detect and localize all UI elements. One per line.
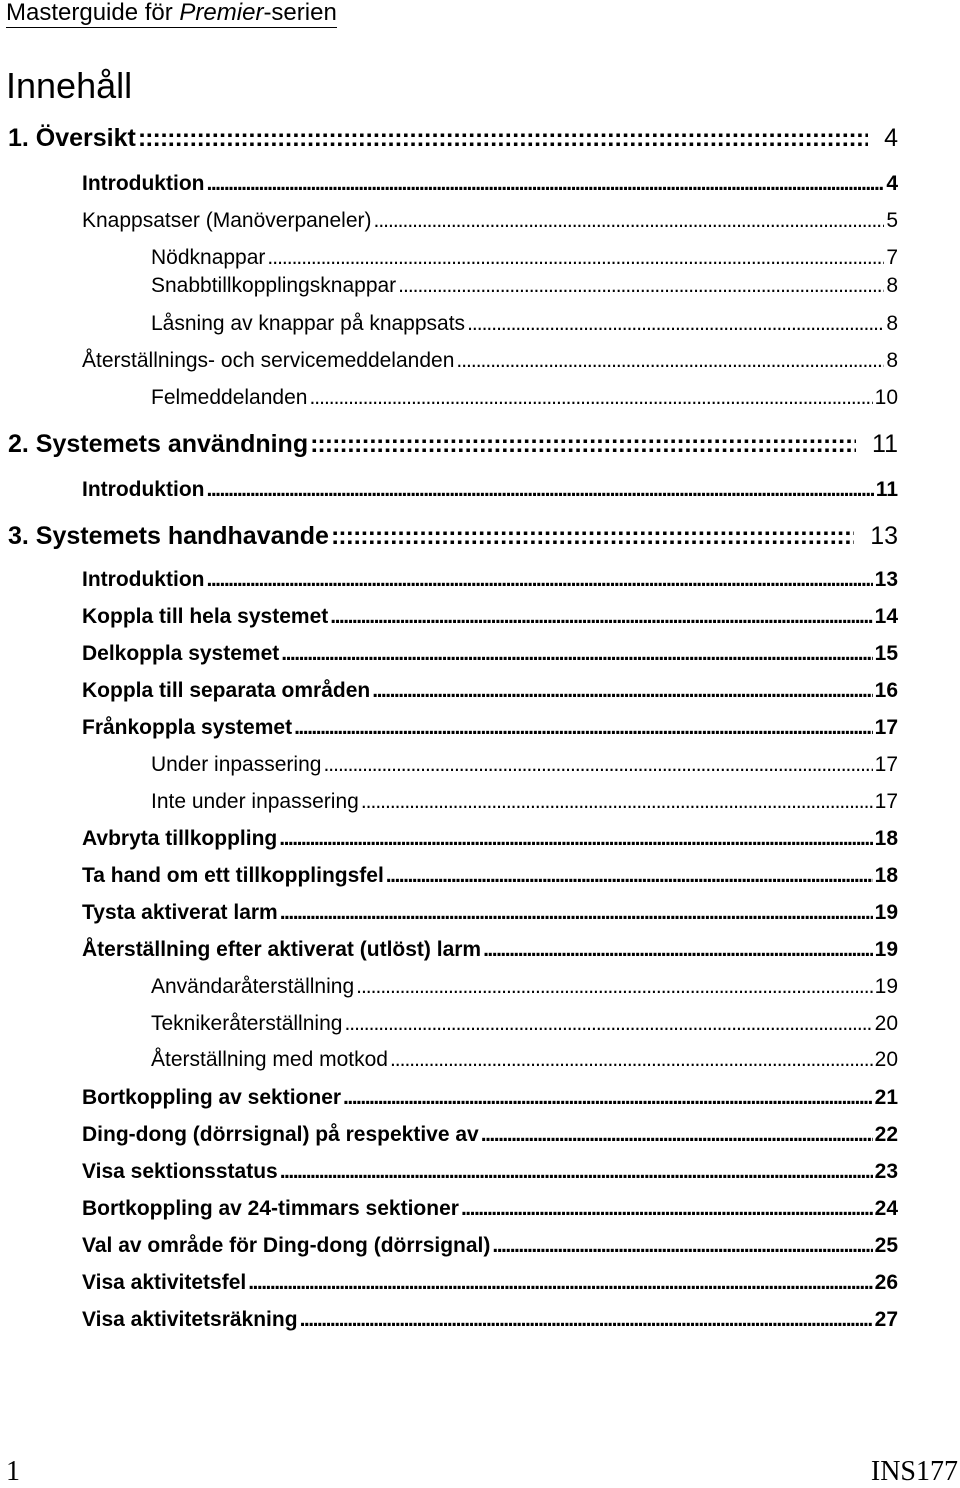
header-suffix: -serien <box>263 0 337 26</box>
toc-leader-dots <box>323 753 872 777</box>
toc-entry[interactable] <box>82 1197 898 1221</box>
toc-entry-label: Ta hand om ett tillkopplingsfel <box>82 864 384 887</box>
toc-entry-label: Återställnings- och servicemeddelanden <box>82 349 455 372</box>
toc-leader-dots <box>481 1123 873 1147</box>
toc-entry[interactable] <box>82 1308 898 1332</box>
toc-page-number: 19 <box>874 901 898 924</box>
toc-page-number: 8 <box>886 349 898 372</box>
toc-entry-label: Introduktion <box>82 478 205 501</box>
toc-entry-label: Låsning av knappar på knappsats <box>151 312 466 335</box>
toc-page-number: 23 <box>874 1160 898 1183</box>
toc-subentry[interactable] <box>151 386 898 410</box>
toc-leader-dots <box>281 642 872 666</box>
toc-page-number: 5 <box>886 209 898 232</box>
toc-leader-dots <box>467 312 884 336</box>
toc-entry[interactable] <box>82 1123 898 1147</box>
toc-entry[interactable] <box>82 938 898 962</box>
footer-page-number: 1 <box>6 1456 20 1487</box>
toc-entry-label: Visa aktivitetsfel <box>82 1271 247 1294</box>
toc-entry[interactable] <box>82 478 898 502</box>
toc-leader-dots <box>300 1308 873 1332</box>
toc-leader-dots <box>343 1086 873 1110</box>
toc-entry[interactable] <box>82 1086 898 1110</box>
toc-page-number: 19 <box>874 938 898 961</box>
toc-leader-dots <box>294 716 873 740</box>
toc-page-number: 11 <box>872 430 898 458</box>
toc-entry[interactable] <box>82 679 898 703</box>
toc-leader-dots <box>280 1160 873 1184</box>
toc-subentry[interactable] <box>151 312 898 336</box>
toc-subentry[interactable] <box>151 1048 898 1072</box>
toc-leader-dots <box>374 209 885 233</box>
toc-entry-label: Koppla till separata områden <box>82 679 371 702</box>
toc-entry[interactable] <box>82 642 898 666</box>
toc-page-number: 8 <box>886 274 898 297</box>
toc-entry-label: Inte under inpassering <box>151 790 359 813</box>
toc-entry-label: Knappsatser (Manöverpaneler) <box>82 209 372 232</box>
toc-entry-label: Under inpassering <box>151 753 322 776</box>
header-prefix: Masterguide för <box>6 0 180 26</box>
toc-entry-label: Val av område för Ding-dong (dörrsignal) <box>82 1234 491 1257</box>
toc-entry-label: Introduktion <box>82 172 205 195</box>
page-title: Innehåll <box>6 65 133 106</box>
toc-chapter-3[interactable] <box>8 522 898 551</box>
toc-leader-dots <box>267 246 884 270</box>
toc-subentry[interactable] <box>151 246 898 270</box>
toc-page-number: 17 <box>874 790 898 813</box>
toc-leader-dots <box>461 1197 873 1221</box>
toc-page-number: 24 <box>874 1197 898 1220</box>
toc-leader-dots <box>248 1271 872 1295</box>
toc-entry-label: Snabbtillkopplingsknappar <box>151 274 397 297</box>
toc-entry-label: 1. Översikt <box>8 124 136 152</box>
toc-leader-dots <box>279 827 872 851</box>
toc-page-number: 14 <box>874 605 898 628</box>
toc-entry-label: Avbryta tillkoppling <box>82 827 278 850</box>
toc-entry-label: Teknikeråterställning <box>151 1012 343 1035</box>
toc-entry-label: Felmeddelanden <box>151 386 308 409</box>
toc-entry[interactable] <box>82 901 898 925</box>
toc-page-number: 20 <box>874 1048 898 1071</box>
toc-leader-dots <box>331 522 854 551</box>
toc-entry-label: Bortkoppling av 24-timmars sektioner <box>82 1197 459 1220</box>
toc-subentry[interactable] <box>151 1012 898 1036</box>
toc-leader-dots <box>483 938 873 962</box>
toc-entry[interactable] <box>82 209 898 233</box>
toc-page-number: 17 <box>874 716 898 739</box>
toc-leader-dots <box>356 975 873 999</box>
toc-leader-dots <box>280 901 873 925</box>
toc-entry[interactable] <box>82 605 898 629</box>
toc-page-number: 4 <box>884 124 898 152</box>
toc-entry-label: 3. Systemets handhavande <box>8 522 329 550</box>
toc-leader-dots <box>310 430 856 459</box>
toc-leader-dots <box>372 679 872 703</box>
toc-page-number: 8 <box>886 312 898 335</box>
toc-entry-label: Bortkoppling av sektioner <box>82 1086 342 1109</box>
toc-entry-label: Visa sektionsstatus <box>82 1160 278 1183</box>
toc-entry-label: Visa aktivitetsräkning <box>82 1308 298 1331</box>
toc-page-number: 18 <box>874 864 898 887</box>
toc-subentry[interactable] <box>151 753 898 777</box>
toc-entry[interactable] <box>82 1160 898 1184</box>
toc-entry-label: Introduktion <box>82 568 205 591</box>
toc-leader-dots <box>390 1048 873 1072</box>
toc-entry[interactable] <box>82 864 898 888</box>
toc-leader-dots <box>206 172 884 196</box>
toc-page-number: 25 <box>874 1234 898 1257</box>
toc-entry-label: Delkoppla systemet <box>82 642 280 665</box>
toc-page-number: 13 <box>874 568 898 591</box>
toc-page-number: 19 <box>874 975 898 998</box>
toc-entry-label: Återställning efter aktiverat (utlöst) larm <box>82 938 482 961</box>
toc-leader-dots <box>330 605 872 629</box>
toc-entry-label: Koppla till hela systemet <box>82 605 329 628</box>
running-header <box>6 0 337 28</box>
toc-page-number: 18 <box>874 827 898 850</box>
toc-leader-dots <box>206 478 873 502</box>
toc-entry[interactable] <box>82 827 898 851</box>
toc-page-number: 7 <box>886 246 898 269</box>
toc-subentry[interactable] <box>151 975 898 999</box>
toc-entry-label: Nödknappar <box>151 246 266 269</box>
toc-leader-dots <box>386 864 873 888</box>
toc-leader-dots <box>361 790 873 814</box>
toc-leader-dots <box>398 274 884 298</box>
toc-page-number: 22 <box>874 1123 898 1146</box>
toc-entry-label: Återställning med motkod <box>151 1048 388 1071</box>
toc-entry-label: Ding-dong (dörrsignal) på respektive av <box>82 1123 479 1146</box>
toc-entry-label: 2. Systemets användning <box>8 430 309 458</box>
toc-subentry[interactable] <box>151 790 898 814</box>
toc-page-number: 10 <box>874 386 898 409</box>
toc-page-number: 17 <box>874 753 898 776</box>
toc-chapter-2[interactable] <box>8 430 898 459</box>
toc-entry-label: Frånkoppla systemet <box>82 716 293 739</box>
toc-page-number: 21 <box>874 1086 898 1109</box>
toc-page-number: 11 <box>875 478 898 501</box>
toc-entry[interactable] <box>82 1234 898 1258</box>
toc-page-number: 27 <box>874 1308 898 1331</box>
toc-entry[interactable] <box>82 716 898 740</box>
toc-entry[interactable] <box>82 1271 898 1295</box>
toc-entry-label: Tysta aktiverat larm <box>82 901 278 924</box>
toc-entry[interactable] <box>82 349 898 373</box>
toc-subentry[interactable] <box>151 274 898 298</box>
footer-document-code: INS177 <box>870 1456 958 1487</box>
header-product-name: Premier <box>179 0 264 26</box>
toc-page-number: 13 <box>870 522 898 550</box>
toc-entry[interactable] <box>82 172 898 196</box>
toc-page-number: 20 <box>874 1012 898 1035</box>
toc-entry[interactable] <box>82 568 898 592</box>
toc-chapter-1[interactable] <box>8 124 898 153</box>
toc-page-number: 15 <box>874 642 898 665</box>
toc-leader-dots <box>138 124 868 153</box>
toc-leader-dots <box>206 568 872 592</box>
toc-leader-dots <box>344 1012 872 1036</box>
toc-page-number: 16 <box>874 679 898 702</box>
toc-page-number: 26 <box>874 1271 898 1294</box>
toc-leader-dots <box>492 1234 872 1258</box>
toc-page-number: 4 <box>886 172 898 195</box>
toc-leader-dots <box>456 349 884 373</box>
toc-entry-label: Användaråterställning <box>151 975 355 998</box>
toc-leader-dots <box>309 386 872 410</box>
